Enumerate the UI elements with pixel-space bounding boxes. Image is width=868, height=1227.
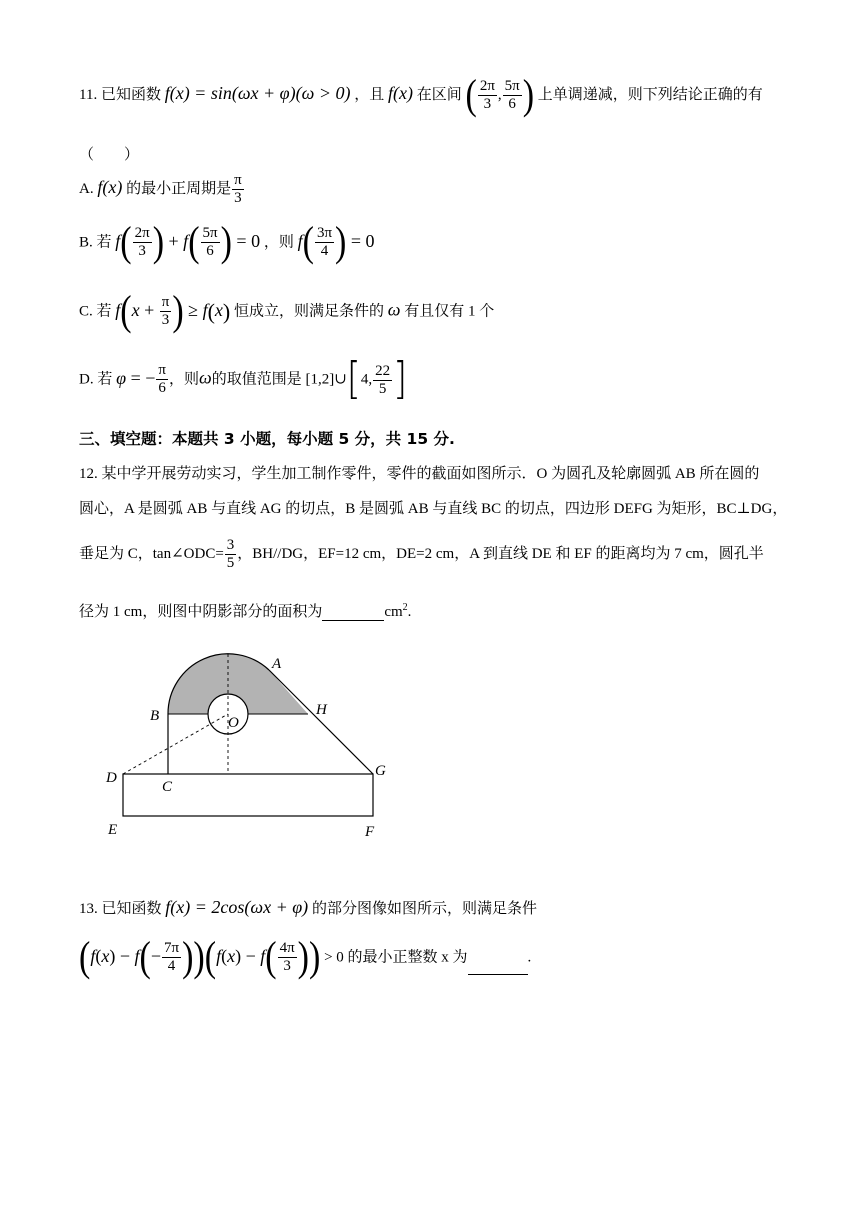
q11-stem-post: 上单调递减，则下列结论正确的有: [537, 86, 763, 103]
option-d-omega: ω: [198, 367, 212, 388]
q13-line2-post: > 0 的最小正整数 x 为: [324, 949, 468, 966]
dashed-od: [123, 714, 228, 774]
option-a-fx: f(x): [97, 176, 123, 197]
label-f: F: [365, 824, 375, 840]
q11-bracket: （ ）: [79, 147, 140, 163]
q11-paren-open: (: [465, 71, 477, 118]
q11-option-c: [79, 287, 495, 334]
q12-line3: [79, 537, 764, 572]
option-b-expr2: f( $\frac{3\pi}{4}$ ) = 0: [297, 218, 375, 265]
q12-unit-sup: 2: [402, 602, 408, 613]
option-b-expr1: f( $\frac{2\pi}{3}$ ) + f( $\frac{5\pi}{6}$ ) = 0: [115, 218, 261, 265]
label-h: H: [316, 702, 327, 718]
q13-line2-end: .: [527, 949, 532, 966]
q12-line4-pre: 径为 1 cm，则图中阴影部分的面积为: [79, 604, 323, 620]
label-a: A: [272, 656, 282, 672]
q11-stem-prefix: 11. 已知函数: [79, 86, 161, 103]
option-d-text: 的取值范围是: [211, 371, 302, 388]
option-d-set: [1,2]∪: [305, 371, 347, 388]
label-e: E: [108, 822, 118, 838]
section-heading: 三、填空题：本题共 3 小题，每小题 5 分，共 15 分.: [79, 430, 455, 448]
label-c: C: [162, 779, 173, 795]
q12-unit: cm: [384, 604, 403, 620]
option-c-text2: 有且仅有 1 个: [404, 303, 495, 320]
q12-line3-post: ，BH//DG，EF=12 cm，DE=2 cm，A 到直线 DE 和 EF 的距离均为 7 cm，圆孔半: [237, 545, 764, 562]
option-b-label: B. 若: [79, 234, 112, 251]
q11-fx: f(x): [387, 82, 413, 103]
q11-option-d: D. 若 φ = − $\frac{\pi}{6}$ ，则ω的取值范围是 [1,2]∪[4, $\frac{22}{5}$ ]: [79, 354, 408, 405]
q13-line1-pre: 13. 已知函数: [79, 901, 162, 917]
q12-answer-blank[interactable]: [322, 603, 384, 621]
q12-line1: 12. 某中学开展劳动实习，学生加工制作零件，零件的截面如图所示．O 为圆孔及轮廓圆弧 AB 所在圆的: [79, 466, 760, 482]
q12-line2: 圆心，A 是圆弧 AB 与直线 AG 的切点，B 是圆弧 AB 与直线 BC 的切点，四边形 DEFG 为矩形，BC⊥DG，: [79, 501, 788, 517]
q11-interval-a: $\frac{2\pi}{3}$: [479, 78, 495, 112]
option-c-label: C. 若: [79, 303, 112, 320]
q11-option-a: [79, 172, 245, 207]
q11-stem: 11. 已知函数 f(x) = sin(ωx + φ)(ω > 0) ，且 f(x) 在区间 ( $\frac{2\pi}{3}$ , $\frac{5\pi}{6}$ ) 上单调递减，则下列结论正确的有: [79, 71, 763, 118]
option-d-label: D. 若: [79, 371, 113, 388]
option-c-omega: ω: [387, 299, 401, 320]
rect-defg: [123, 774, 373, 816]
label-g: G: [375, 763, 386, 779]
option-a-text: 的最小正周期是: [126, 180, 232, 197]
q11-stem-mid: ，且: [354, 86, 385, 103]
option-a-frac: $\frac{\pi}{3}$: [234, 172, 242, 206]
option-a-label: A.: [79, 180, 94, 197]
line-ag: [269, 670, 373, 774]
q13-answer-blank[interactable]: [468, 957, 528, 975]
q12-figure: [100, 648, 410, 848]
q12-line4-end: .: [407, 604, 412, 620]
option-b-mid: ，则: [263, 234, 294, 251]
q13-line1-post: 的部分图像如图所示，则满足条件: [311, 901, 537, 917]
q11-stem-mid2: 在区间: [416, 86, 462, 103]
option-c-expr: f(x + $\frac{\pi}{3}$ ) ≥ f(x): [115, 287, 231, 334]
option-c-text: 恒成立，则满足条件的: [233, 303, 384, 320]
option-d-mid: ，则: [168, 371, 199, 388]
q12-tan-frac: $\frac{3}{5}$: [226, 537, 235, 571]
q12-line4: [79, 600, 411, 621]
label-o: O: [228, 715, 239, 731]
label-b: B: [150, 708, 160, 724]
q11-function: f(x) = sin(ωx + φ)(ω > 0): [164, 82, 351, 103]
q13-line2: [79, 933, 532, 980]
q11-option-b: [79, 218, 375, 265]
option-d-phi: φ = − $\frac{\pi}{6}$: [116, 362, 166, 396]
q12-line3-pre: 垂足为 C，tan∠ODC=: [79, 545, 224, 562]
q13-condition: (f(x) − f(− $\frac{7\pi}{4}$ ))(f(x) − f( $\frac{4\pi}{3}$ )): [79, 933, 321, 980]
q11-interval-b: $\frac{5\pi}{6}$: [504, 78, 520, 112]
q11-paren-close: ): [522, 71, 535, 118]
label-d: D: [106, 770, 117, 786]
q13-line1: [79, 897, 537, 918]
option-d-frac: $\frac{22}{5}$: [375, 362, 391, 397]
q13-function: f(x) = 2cos(ωx + φ): [165, 897, 309, 917]
